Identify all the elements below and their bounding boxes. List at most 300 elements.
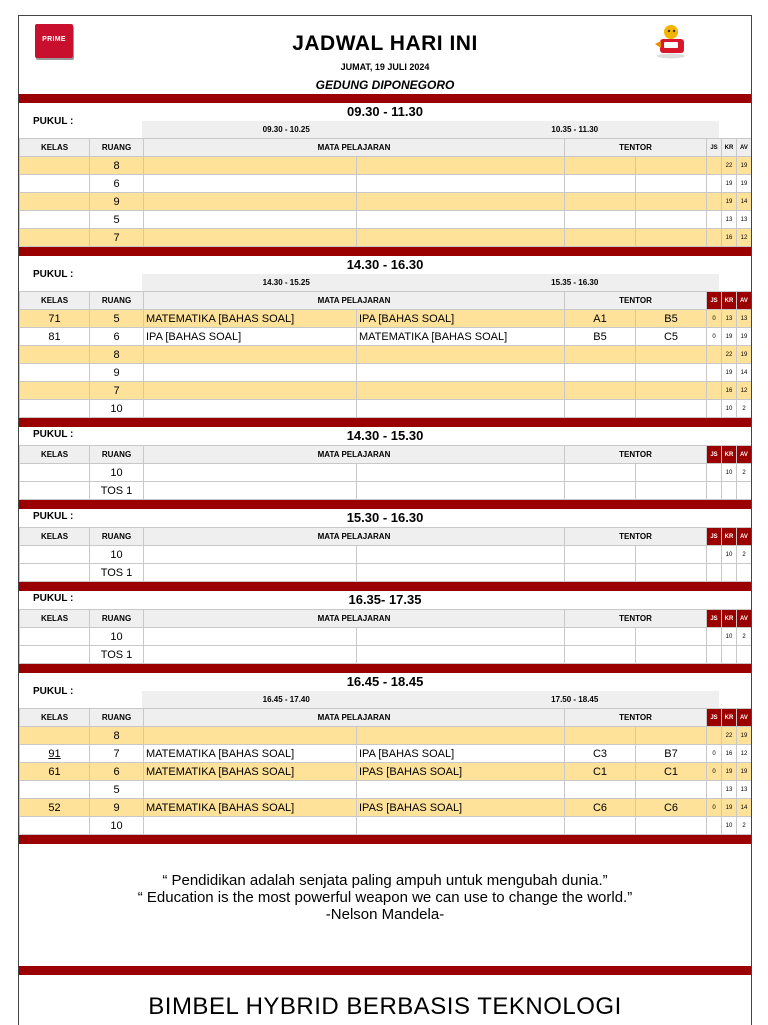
schedule-section [19, 103, 751, 247]
cell-kr: 19 [722, 364, 737, 382]
cell-mapel-1 [144, 546, 357, 564]
cell-tentor-1 [565, 781, 636, 799]
col-js: JS [707, 292, 722, 310]
cell-tentor-1 [565, 546, 636, 564]
cell-js [707, 646, 722, 664]
cell-js [707, 211, 722, 229]
table-header [20, 292, 752, 310]
col-js: JS [707, 528, 722, 546]
col-av: AV [737, 292, 752, 310]
cell-js: 0 [707, 799, 722, 817]
cell-av: 19 [737, 763, 752, 781]
col-av: AV [737, 446, 752, 464]
cell-tentor-2: B7 [636, 745, 707, 763]
table-row [20, 799, 752, 817]
cell-mapel-1 [144, 382, 357, 400]
cell-tentor-1 [565, 646, 636, 664]
cell-kelas [20, 229, 90, 247]
sub-time-2: 15.35 - 16.30 [551, 278, 599, 287]
cell-js [707, 564, 722, 582]
cell-tentor-2 [636, 646, 707, 664]
table-row [20, 328, 752, 346]
divider-bar [19, 835, 751, 844]
cell-kelas [20, 564, 90, 582]
sub-time-2: 10.35 - 11.30 [551, 125, 599, 134]
table-header [20, 528, 752, 546]
cell-kr: 10 [722, 400, 737, 418]
col-js: JS [707, 610, 722, 628]
table-row [20, 763, 752, 781]
col-tentor: TENTOR [565, 139, 707, 157]
building-name: GEDUNG DIPONEGORO [315, 78, 455, 92]
session-time: 15.30 - 16.30 [346, 510, 424, 525]
col-mapel: MATA PELAJARAN [144, 709, 565, 727]
tagline: BIMBEL HYBRID BERBASIS TEKNOLOGI [148, 993, 622, 1020]
col-ruang: RUANG [90, 139, 144, 157]
col-kelas: KELAS [20, 709, 90, 727]
cell-av: 2 [737, 400, 752, 418]
cell-kr: 19 [722, 193, 737, 211]
cell-mapel-1 [144, 646, 357, 664]
cell-tentor-2 [636, 364, 707, 382]
cell-mapel-1 [144, 157, 357, 175]
table-row [20, 400, 752, 418]
col-kr: KR [722, 292, 737, 310]
logo-text: PRIME [42, 36, 66, 43]
divider-bar [19, 500, 751, 509]
cell-av [737, 482, 752, 500]
cell-mapel-2: IPAS [BAHAS SOAL] [357, 763, 565, 781]
col-kelas: KELAS [20, 446, 90, 464]
cell-ruang: 9 [90, 193, 144, 211]
cell-ruang: 7 [90, 382, 144, 400]
cell-kelas [20, 400, 90, 418]
cell-kelas [20, 364, 90, 382]
cell-kr [722, 482, 737, 500]
cell-mapel-2 [357, 781, 565, 799]
table-row [20, 817, 752, 835]
cell-mapel-2 [357, 175, 565, 193]
cell-av: 19 [737, 727, 752, 745]
cell-tentor-2 [636, 817, 707, 835]
cell-js [707, 382, 722, 400]
cell-tentor-1 [565, 175, 636, 193]
header [19, 16, 751, 94]
cell-mapel-2 [357, 546, 565, 564]
cell-ruang: 8 [90, 727, 144, 745]
cell-js [707, 546, 722, 564]
cell-tentor-1 [565, 193, 636, 211]
sub-time-row [142, 121, 719, 138]
cell-mapel-2 [357, 364, 565, 382]
cell-mapel-1: MATEMATIKA [BAHAS SOAL] [144, 745, 357, 763]
cell-kelas: 52 [20, 799, 90, 817]
cell-tentor-1: B5 [565, 328, 636, 346]
cell-av: 14 [737, 364, 752, 382]
cell-tentor-2 [636, 400, 707, 418]
cell-mapel-1 [144, 817, 357, 835]
col-ruang: RUANG [90, 292, 144, 310]
cell-js [707, 817, 722, 835]
cell-kelas [20, 817, 90, 835]
col-mapel: MATA PELAJARAN [144, 610, 565, 628]
divider-bar [19, 418, 751, 427]
cell-mapel-1 [144, 211, 357, 229]
schedule-table [19, 291, 752, 418]
cell-js: 0 [707, 763, 722, 781]
cell-kr: 13 [722, 781, 737, 799]
cell-tentor-1: A1 [565, 310, 636, 328]
cell-mapel-2 [357, 211, 565, 229]
table-row [20, 482, 752, 500]
divider-bar [19, 966, 751, 975]
col-tentor: TENTOR [565, 610, 707, 628]
cell-kelas [20, 346, 90, 364]
cell-ruang: 8 [90, 346, 144, 364]
cell-js [707, 229, 722, 247]
cell-mapel-1 [144, 400, 357, 418]
col-js: JS [707, 139, 722, 157]
table-row [20, 193, 752, 211]
cell-kr: 22 [722, 727, 737, 745]
cell-mapel-2 [357, 193, 565, 211]
schedule-section [19, 256, 751, 418]
schedule-sections [19, 103, 751, 844]
col-js: JS [707, 446, 722, 464]
schedule-date: JUMAT, 19 JULI 2024 [340, 62, 430, 72]
col-mapel: MATA PELAJARAN [144, 528, 565, 546]
schedule-table [19, 445, 752, 500]
session-time: 14.30 - 15.30 [346, 428, 424, 443]
cell-mapel-1 [144, 628, 357, 646]
cell-js [707, 464, 722, 482]
cell-mapel-2 [357, 482, 565, 500]
sub-time-1: 09.30 - 10.25 [262, 125, 310, 134]
sub-time-row [142, 691, 719, 708]
cell-js [707, 346, 722, 364]
cell-ruang: 9 [90, 364, 144, 382]
cell-ruang: 10 [90, 400, 144, 418]
cell-mapel-1 [144, 727, 357, 745]
schedule-table [19, 527, 752, 582]
col-tentor: TENTOR [565, 709, 707, 727]
schedule-table [19, 708, 752, 835]
cell-ruang: 10 [90, 546, 144, 564]
cell-kr: 16 [722, 382, 737, 400]
cell-kr: 16 [722, 229, 737, 247]
cell-js [707, 400, 722, 418]
schedule-section [19, 427, 751, 500]
quote-line-id: “ Pendidikan adalah senjata paling ampuh untuk mengubah dunia.” [162, 872, 608, 889]
cell-kelas: 91 [20, 745, 90, 763]
cell-av [737, 564, 752, 582]
cell-av: 12 [737, 382, 752, 400]
col-kelas: KELAS [20, 610, 90, 628]
cell-av [737, 646, 752, 664]
cell-mapel-2 [357, 229, 565, 247]
cell-tentor-1 [565, 628, 636, 646]
cell-kr: 10 [722, 546, 737, 564]
cell-mapel-1 [144, 346, 357, 364]
col-mapel: MATA PELAJARAN [144, 139, 565, 157]
cell-av: 14 [737, 799, 752, 817]
cell-kr: 16 [722, 745, 737, 763]
cell-mapel-2 [357, 646, 565, 664]
table-row [20, 646, 752, 664]
table-row [20, 211, 752, 229]
cell-kr: 19 [722, 799, 737, 817]
cell-tentor-1 [565, 157, 636, 175]
mascot-icon [651, 22, 691, 60]
table-row [20, 546, 752, 564]
pukul-label: PUKUL : [33, 593, 74, 604]
col-tentor: TENTOR [565, 292, 707, 310]
schedule-table [19, 609, 752, 664]
cell-av: 19 [737, 157, 752, 175]
col-kr: KR [722, 528, 737, 546]
cell-tentor-1 [565, 464, 636, 482]
cell-mapel-2 [357, 346, 565, 364]
divider-bar [19, 582, 751, 591]
cell-tentor-2 [636, 482, 707, 500]
cell-mapel-1 [144, 193, 357, 211]
table-row [20, 175, 752, 193]
cell-av: 12 [737, 745, 752, 763]
cell-tentor-1 [565, 400, 636, 418]
cell-kr: 19 [722, 763, 737, 781]
cell-av: 19 [737, 175, 752, 193]
cell-kelas [20, 482, 90, 500]
cell-kr: 22 [722, 346, 737, 364]
cell-kelas: 61 [20, 763, 90, 781]
cell-tentor-2 [636, 564, 707, 582]
col-kelas: KELAS [20, 139, 90, 157]
cell-ruang: TOS 1 [90, 482, 144, 500]
cell-av: 13 [737, 211, 752, 229]
cell-kr: 10 [722, 464, 737, 482]
cell-kr [722, 646, 737, 664]
cell-tentor-2: C1 [636, 763, 707, 781]
quote-author: -Nelson Mandela- [325, 906, 445, 923]
cell-ruang: 6 [90, 175, 144, 193]
cell-tentor-1: C1 [565, 763, 636, 781]
table-header [20, 139, 752, 157]
pukul-label: PUKUL : [33, 511, 74, 522]
session-time: 14.30 - 16.30 [346, 257, 424, 272]
cell-av: 13 [737, 781, 752, 799]
sub-time-1: 16.45 - 17.40 [262, 695, 310, 704]
divider-bar [19, 664, 751, 673]
cell-tentor-2 [636, 346, 707, 364]
cell-mapel-1 [144, 175, 357, 193]
cell-kelas [20, 646, 90, 664]
cell-ruang: 7 [90, 745, 144, 763]
table-row [20, 229, 752, 247]
sub-time-2: 17.50 - 18.45 [551, 695, 599, 704]
cell-av: 13 [737, 310, 752, 328]
session-time: 16.45 - 18.45 [346, 674, 424, 689]
cell-tentor-1: C6 [565, 799, 636, 817]
cell-tentor-2: C5 [636, 328, 707, 346]
cell-ruang: 8 [90, 157, 144, 175]
schedule-section [19, 509, 751, 582]
cell-kelas [20, 628, 90, 646]
col-mapel: MATA PELAJARAN [144, 292, 565, 310]
cell-ruang: 5 [90, 781, 144, 799]
pukul-label: PUKUL : [33, 429, 74, 440]
cell-av: 2 [737, 628, 752, 646]
cell-tentor-2 [636, 193, 707, 211]
cell-tentor-2 [636, 464, 707, 482]
table-row [20, 628, 752, 646]
cell-mapel-2 [357, 628, 565, 646]
pukul-label: PUKUL : [33, 269, 74, 280]
table-row [20, 157, 752, 175]
pukul-label: PUKUL : [33, 116, 74, 127]
col-kr: KR [722, 709, 737, 727]
col-av: AV [737, 709, 752, 727]
cell-js [707, 175, 722, 193]
pukul-label: PUKUL : [33, 686, 74, 697]
cell-kelas [20, 157, 90, 175]
cell-kelas [20, 781, 90, 799]
cell-tentor-1: C3 [565, 745, 636, 763]
cell-kr: 22 [722, 157, 737, 175]
cell-kelas [20, 546, 90, 564]
cell-tentor-1 [565, 229, 636, 247]
cell-av: 12 [737, 229, 752, 247]
table-row [20, 310, 752, 328]
col-js: JS [707, 709, 722, 727]
cell-tentor-1 [565, 364, 636, 382]
cell-kelas [20, 211, 90, 229]
cell-js [707, 193, 722, 211]
col-kr: KR [722, 610, 737, 628]
cell-mapel-2: IPA [BAHAS SOAL] [357, 310, 565, 328]
cell-mapel-2: IPAS [BAHAS SOAL] [357, 799, 565, 817]
cell-ruang: 10 [90, 464, 144, 482]
col-ruang: RUANG [90, 610, 144, 628]
cell-mapel-2: IPA [BAHAS SOAL] [357, 745, 565, 763]
col-mapel: MATA PELAJARAN [144, 446, 565, 464]
cell-av: 14 [737, 193, 752, 211]
cell-js [707, 157, 722, 175]
cell-ruang: 6 [90, 328, 144, 346]
cell-mapel-2 [357, 464, 565, 482]
cell-tentor-2 [636, 546, 707, 564]
cell-tentor-2 [636, 628, 707, 646]
cell-tentor-2 [636, 727, 707, 745]
session-time: 16.35- 17.35 [348, 592, 422, 607]
cell-mapel-2 [357, 157, 565, 175]
page-title: JADWAL HARI INI [292, 32, 478, 55]
cell-tentor-2 [636, 157, 707, 175]
cell-mapel-1 [144, 564, 357, 582]
cell-mapel-1: MATEMATIKA [BAHAS SOAL] [144, 310, 357, 328]
quote-block [19, 844, 751, 966]
col-av: AV [737, 610, 752, 628]
cell-mapel-2 [357, 817, 565, 835]
table-row [20, 564, 752, 582]
col-kr: KR [722, 139, 737, 157]
cell-mapel-2 [357, 382, 565, 400]
cell-ruang: 10 [90, 628, 144, 646]
cell-mapel-1 [144, 464, 357, 482]
cell-kelas [20, 382, 90, 400]
col-ruang: RUANG [90, 528, 144, 546]
cell-mapel-1: IPA [BAHAS SOAL] [144, 328, 357, 346]
cell-ruang: 9 [90, 799, 144, 817]
schedule-sheet [18, 15, 752, 1025]
divider-bar [19, 247, 751, 256]
cell-kelas [20, 727, 90, 745]
table-row [20, 346, 752, 364]
cell-tentor-2 [636, 781, 707, 799]
cell-mapel-1 [144, 482, 357, 500]
cell-js [707, 482, 722, 500]
cell-js [707, 628, 722, 646]
cell-js: 0 [707, 745, 722, 763]
col-kr: KR [722, 446, 737, 464]
cell-kr: 19 [722, 175, 737, 193]
cell-kelas [20, 193, 90, 211]
table-header [20, 709, 752, 727]
table-row [20, 781, 752, 799]
cell-ruang: 5 [90, 310, 144, 328]
cell-kelas [20, 464, 90, 482]
table-header [20, 446, 752, 464]
cell-tentor-2: B5 [636, 310, 707, 328]
cell-ruang: TOS 1 [90, 564, 144, 582]
table-row [20, 364, 752, 382]
cell-tentor-1 [565, 382, 636, 400]
cell-tentor-2 [636, 211, 707, 229]
cell-tentor-2 [636, 175, 707, 193]
cell-ruang: 10 [90, 817, 144, 835]
cell-kelas: 81 [20, 328, 90, 346]
table-row [20, 382, 752, 400]
cell-tentor-1 [565, 482, 636, 500]
col-tentor: TENTOR [565, 528, 707, 546]
col-av: AV [737, 528, 752, 546]
cell-kr: 10 [722, 628, 737, 646]
cell-tentor-1 [565, 346, 636, 364]
cell-tentor-2 [636, 382, 707, 400]
cell-kr: 13 [722, 310, 737, 328]
cell-mapel-1 [144, 781, 357, 799]
table-row [20, 727, 752, 745]
cell-tentor-1 [565, 727, 636, 745]
divider-bar [19, 94, 751, 103]
cell-ruang: TOS 1 [90, 646, 144, 664]
cell-tentor-2: C6 [636, 799, 707, 817]
col-av: AV [737, 139, 752, 157]
col-kelas: KELAS [20, 528, 90, 546]
cell-av: 19 [737, 328, 752, 346]
table-header [20, 610, 752, 628]
cell-js [707, 781, 722, 799]
cell-mapel-2 [357, 564, 565, 582]
col-tentor: TENTOR [565, 446, 707, 464]
sub-time-1: 14.30 - 15.25 [262, 278, 310, 287]
cell-mapel-2 [357, 400, 565, 418]
sub-time-row [142, 274, 719, 291]
cell-kr: 10 [722, 817, 737, 835]
cell-mapel-1 [144, 364, 357, 382]
cell-av: 19 [737, 346, 752, 364]
cell-mapel-2: MATEMATIKA [BAHAS SOAL] [357, 328, 565, 346]
cell-js [707, 364, 722, 382]
